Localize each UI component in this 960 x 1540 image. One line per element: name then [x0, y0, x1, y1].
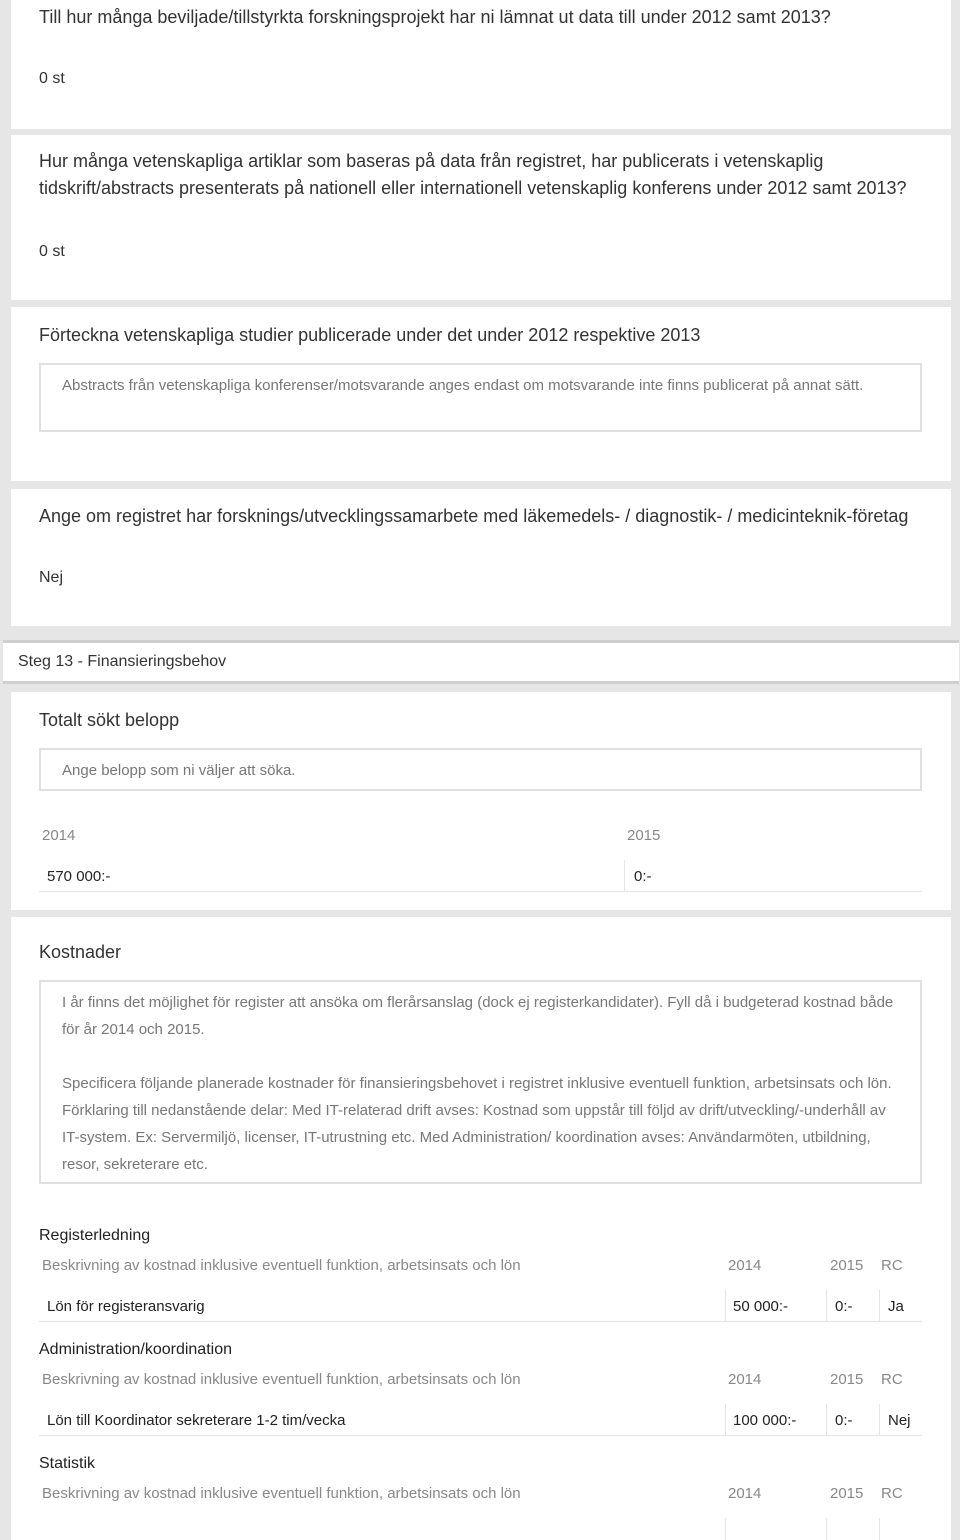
- column-header-rc: RC: [881, 1371, 903, 1388]
- hint-box: [39, 363, 922, 432]
- column-label-2014: 2014: [42, 827, 76, 844]
- question-title: Till hur många beviljade/tillstyrkta forskningsprojekt har ni lämnat ut data till under 2012 samt 2013?: [39, 7, 831, 27]
- question-title: Ange om registret har forsknings/utvecklingssamarbete med läkemedels- / diagnostik- / medicinteknik-företag: [39, 506, 909, 526]
- cost-2014: 50 000:-: [725, 1290, 825, 1321]
- question-answer: Nej: [39, 569, 64, 586]
- cost-2014: [725, 1518, 825, 1540]
- cost-2014: 100 000:-: [725, 1404, 825, 1435]
- hint-paragraph-1: I år finns det möjlighet för register att ansöka om flerårsanslag (dock ej registerkandidater). Fyll då i budgeterad kostnad både för år 2014 och 2015.: [62, 994, 894, 1038]
- column-label-2015: 2015: [627, 827, 661, 844]
- hint-text: Ange belopp som ni väljer att söka.: [62, 762, 296, 779]
- question-card-studies: [11, 307, 951, 481]
- question-card-research-projects: [11, 0, 951, 129]
- section-title: Kostnader: [39, 942, 122, 962]
- cost-description: Lön till Koordinator sekreterare 1-2 tim/vecka: [47, 1412, 346, 1429]
- cost-rc: Nej: [879, 1404, 922, 1435]
- table-row: [39, 1404, 922, 1436]
- column-header-2014: 2014: [728, 1257, 762, 1274]
- cost-2015: 0:-: [826, 1404, 879, 1435]
- hint-text: Abstracts från vetenskapliga konferenser/motsvarande anges endast om motsvarande inte finns publicerat på annat sätt.: [62, 377, 864, 394]
- question-title: Hur många vetenskapliga artiklar som baseras på data från registret, har publicerats i vetenskaplig tidskrift/abstracts presenterats på nationell eller internationell vetenskaplig konferens under 2012 samt 2013?: [39, 151, 907, 198]
- hint-box: [39, 980, 922, 1184]
- hint-paragraph-2: Specificera följande planerade kostnader för finansieringsbehovet i registret inklusive eventuell funktion, arbetsinsats och lön. Förklaring till nedanstående delar: Med IT-relaterad drift avses: Kostnad som uppstår till följd av drift/utveckling/-underhåll av IT-system. Ex: Servermiljö, licenser, IT-utrustning etc. Med Administration/ koordination avses: Användarmöten, utbildning, resor, sekreterare etc.: [62, 1075, 892, 1173]
- section-title: Totalt sökt belopp: [39, 710, 180, 730]
- column-header-description: Beskrivning av kostnad inklusive eventuell funktion, arbetsinsats och lön: [42, 1485, 521, 1502]
- column-header-2015: 2015: [830, 1485, 864, 1502]
- question-title: Förteckna vetenskapliga studier publicerade under det under 2012 respektive 2013: [39, 325, 701, 345]
- column-header-rc: RC: [881, 1257, 903, 1274]
- column-header-description: Beskrivning av kostnad inklusive eventuell funktion, arbetsinsats och lön: [42, 1371, 521, 1388]
- column-header-2015: 2015: [830, 1371, 864, 1388]
- question-answer: 0 st: [39, 243, 65, 260]
- total-amount-card: [11, 692, 951, 910]
- cost-section-title: Administration/koordination: [39, 1341, 232, 1358]
- cost-2015: [826, 1518, 879, 1540]
- table-row: [39, 1290, 922, 1322]
- column-header-description: Beskrivning av kostnad inklusive eventuell funktion, arbetsinsats och lön: [42, 1257, 521, 1274]
- column-header-2014: 2014: [728, 1371, 762, 1388]
- cost-description: Lön för registeransvarig: [47, 1298, 205, 1315]
- question-answer: 0 st: [39, 70, 65, 87]
- cost-rc: [879, 1518, 922, 1540]
- hint-box: [39, 748, 922, 791]
- question-card-articles: [11, 135, 951, 300]
- column-header-rc: RC: [881, 1485, 903, 1502]
- amount-2014-value: 570 000:-: [39, 860, 624, 892]
- amount-2015-value: 0:-: [624, 860, 922, 892]
- cost-2015: 0:-: [826, 1290, 879, 1321]
- table-row: [39, 1518, 922, 1540]
- cost-rc: Ja: [879, 1290, 922, 1321]
- cost-section-title: Registerledning: [39, 1227, 151, 1244]
- column-header-2014: 2014: [728, 1485, 762, 1502]
- costs-card: [11, 917, 951, 1540]
- column-header-2015: 2015: [830, 1257, 864, 1274]
- cost-section-title: Statistik: [39, 1455, 96, 1472]
- step-header: Steg 13 - Finansieringsbehov: [3, 640, 959, 684]
- question-card-collaboration: [11, 489, 951, 626]
